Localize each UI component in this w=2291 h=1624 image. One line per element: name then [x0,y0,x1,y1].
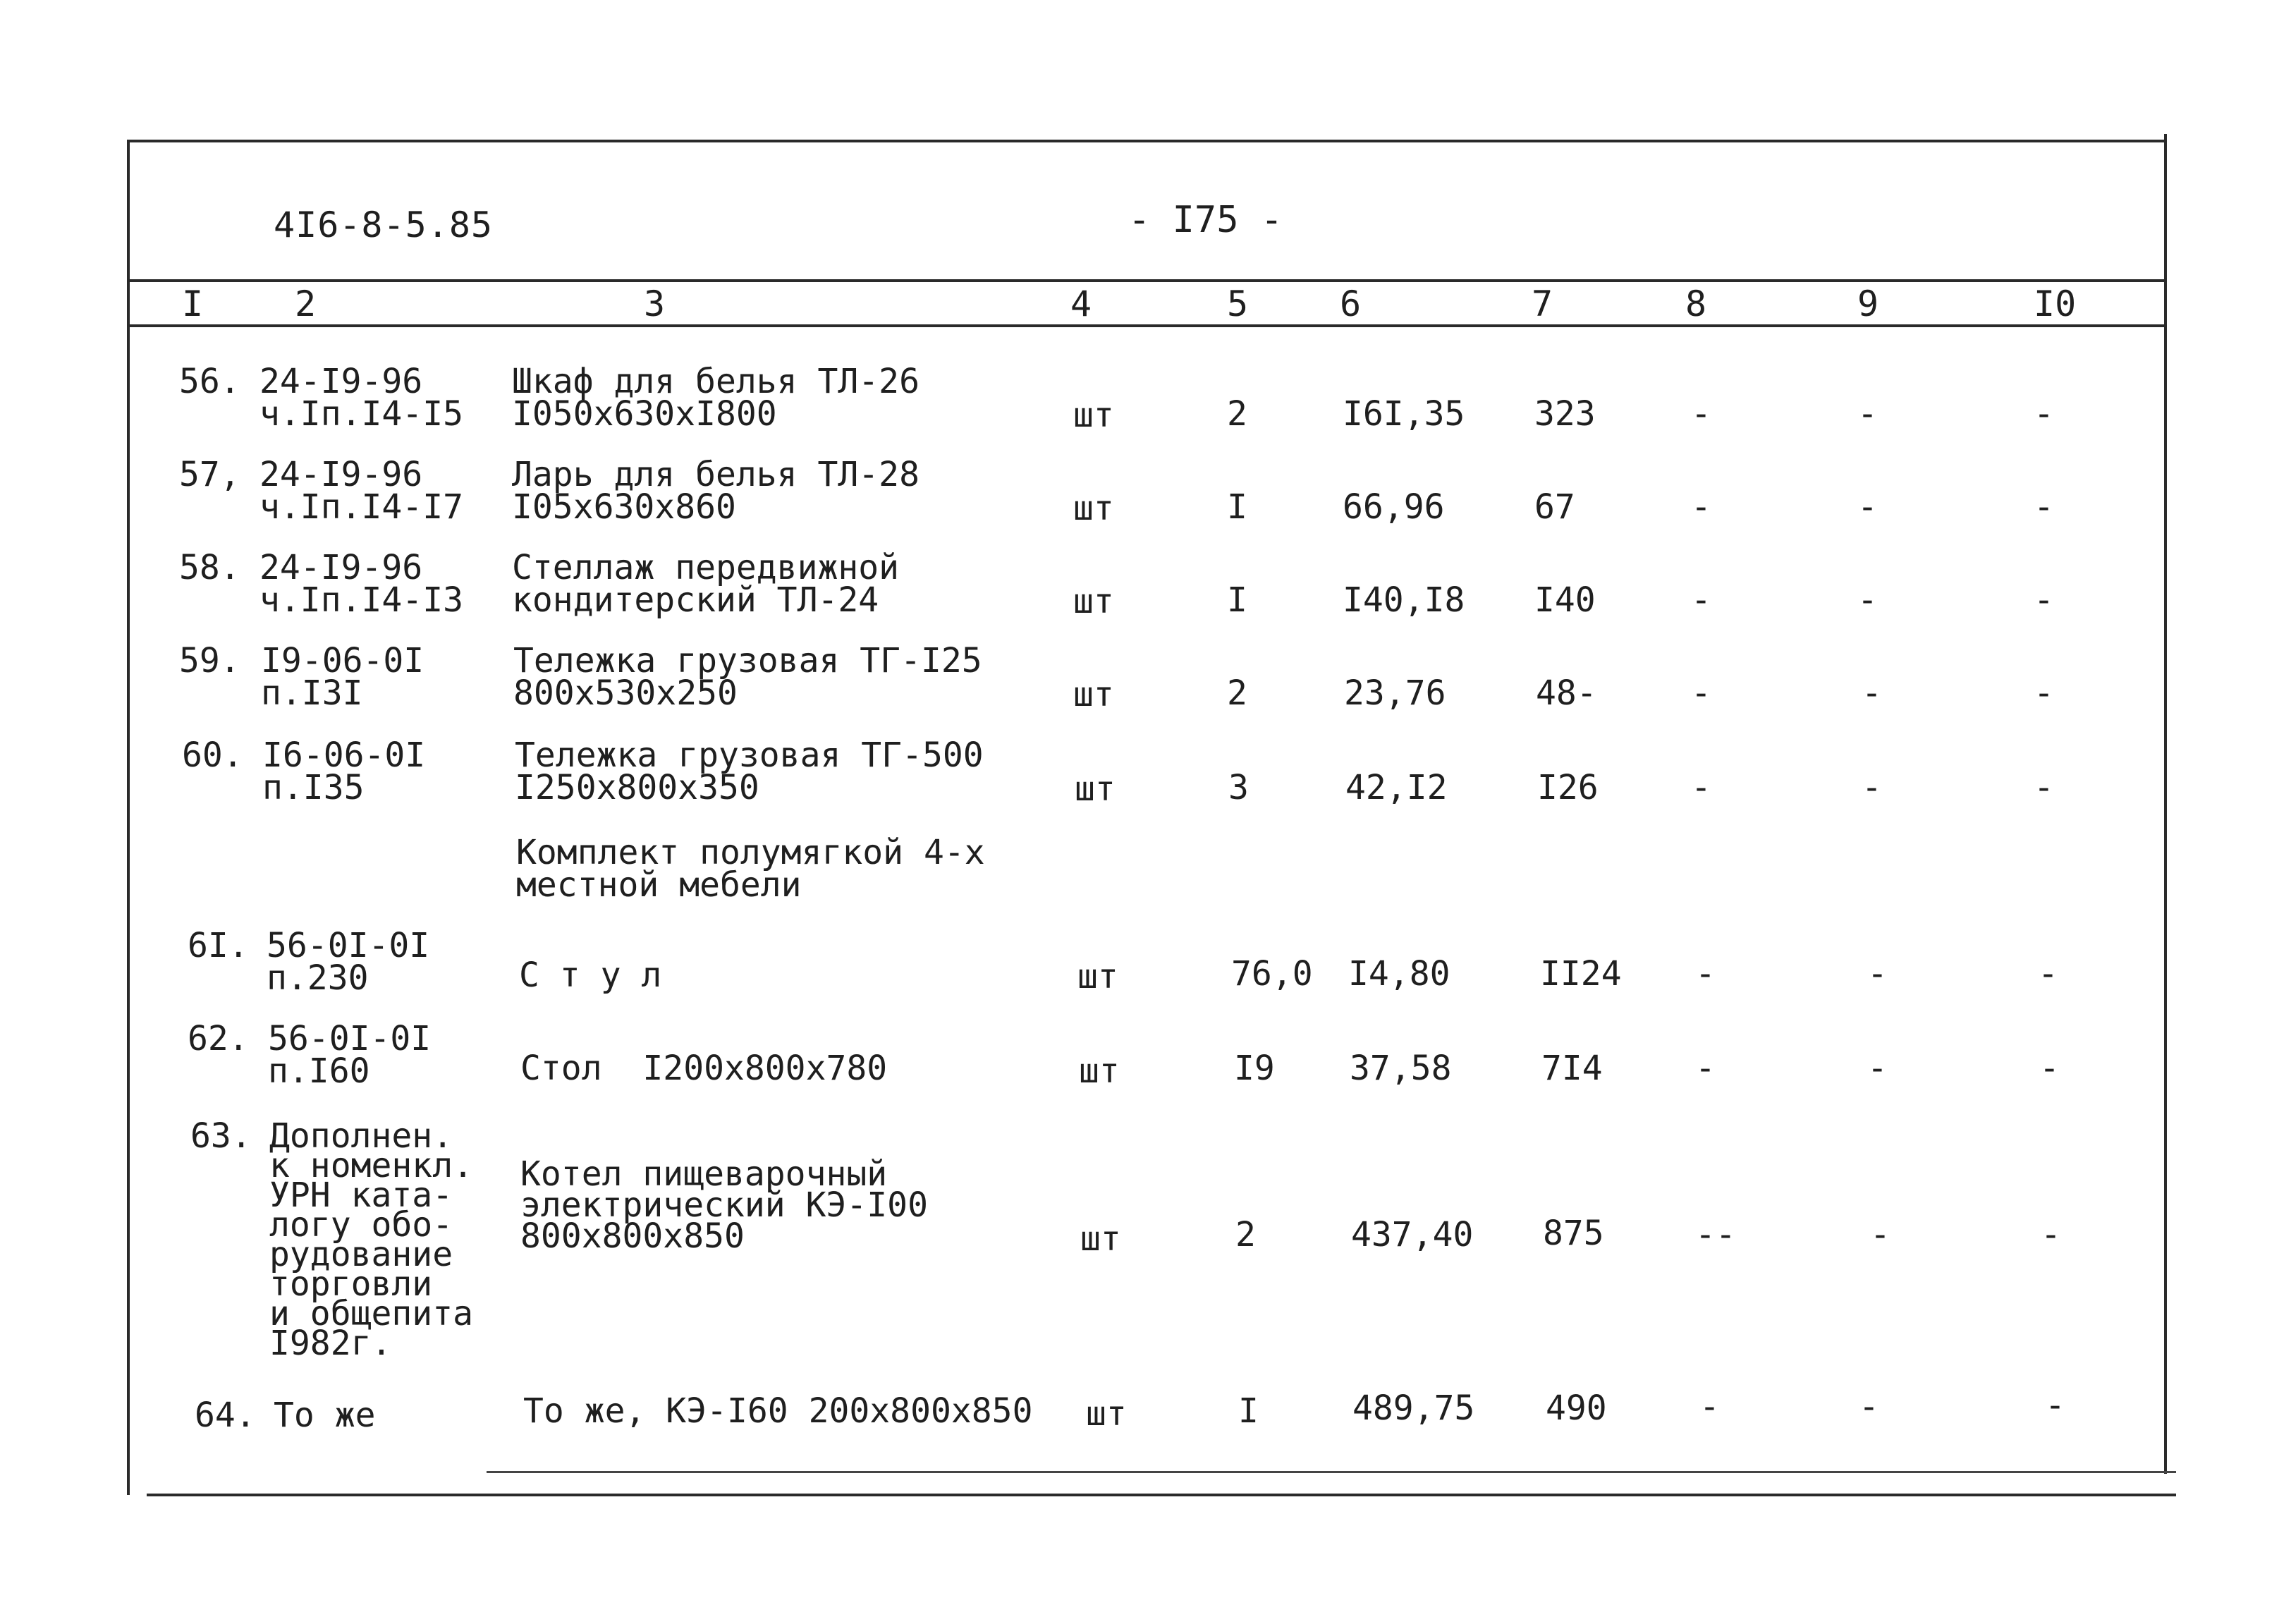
column-10-value: - [2034,394,2054,434]
column-9-value: - [1862,673,1882,713]
column-header-7: 7 [1532,283,1553,324]
column-header-9: 9 [1857,283,1879,324]
unit: шт [1073,675,1114,714]
column-9-value: - [1862,768,1882,807]
row-number: 62. [188,1019,249,1058]
reference-line-5: рудование [269,1235,453,1274]
item-name-line-1: Шкаф для белья ТЛ-26 [512,362,920,401]
row-number: 60. [182,735,243,775]
total: 67 [1534,487,1575,527]
item-name-line-2: электрический КЭ-I00 [520,1185,928,1225]
column-8-value: - [1691,580,1711,620]
item-name: С т у л [519,956,662,995]
unit-price: 37,58 [1350,1049,1452,1088]
column-8-value: - [1691,673,1711,713]
column-8-value: - [1695,954,1716,994]
column-header-8: 8 [1685,283,1707,324]
item-name-line-1: Ларь для белья ТЛ-28 [512,455,920,494]
unit-price: 66,96 [1343,487,1445,527]
group-heading-line-1: Комплект полумягкой 4-х [516,833,985,872]
table-border-left [127,140,130,1495]
reference-line-2: ч.Iп.I4-I3 [259,580,463,620]
unit: шт [1086,1394,1127,1434]
column-10-value: - [2045,1386,2065,1425]
reference-line-6: торговли [269,1264,433,1304]
unit: шт [1073,396,1114,435]
reference-line-1: 56-0I-0I [268,1019,432,1058]
item-name-line-3: 800х800х850 [520,1216,745,1256]
reference-line-2: п.I60 [268,1051,370,1091]
row-number: 58. [179,548,240,587]
quantity: 2 [1235,1215,1256,1254]
column-9-value: - [1867,1049,1888,1088]
total: 875 [1543,1214,1604,1253]
unit-price: I4,80 [1348,954,1450,994]
column-header-6: 6 [1340,283,1362,324]
column-10-value: - [2038,954,2058,994]
item-name: То же, КЭ-I60 200х800х850 [523,1391,1033,1431]
reference-line-1: Дополнен. [269,1116,453,1156]
unit-price: 437,40 [1351,1215,1474,1254]
column-9-value: - [1870,1215,1890,1254]
group-heading-line-2: местной мебели [516,865,802,905]
header-rule-top [127,279,2167,282]
total: 7I4 [1541,1049,1603,1088]
quantity: I [1238,1391,1259,1431]
column-10-value: - [2039,1049,2060,1088]
unit: шт [1073,489,1114,528]
reference-line-2: п.I35 [262,768,365,807]
total: II24 [1540,954,1622,994]
column-header-2: 2 [295,283,317,324]
item-name-line-1: Стеллаж передвижной [512,548,900,587]
reference-line-2: к номенкл. [269,1146,473,1185]
row-number: 6I. [188,926,249,965]
item-name: Стол I200х800х780 [520,1049,888,1088]
table-border-top [127,140,2167,142]
column-8-value: - [1691,487,1711,527]
unit-price: I40,I8 [1343,580,1465,620]
unit-price: 42,I2 [1345,768,1448,807]
column-9-value: - [1857,487,1878,527]
page-number: - I75 - [1128,199,1283,241]
quantity: 76,0 [1231,954,1313,994]
column-10-value: - [2034,580,2054,620]
column-8-value: - [1691,768,1711,807]
reference-line-3: УРН ката- [269,1176,453,1215]
column-8-value: - [1699,1387,1720,1427]
column-10-value: - [2041,1215,2061,1254]
column-9-value: - [1867,954,1888,994]
item-name-line-2: I05х630х860 [512,487,736,527]
unit-price: 489,75 [1352,1388,1475,1428]
column-8-value: - [1695,1049,1716,1088]
column-8-value: -- [1695,1215,1736,1254]
row-number: 56. [179,362,240,401]
total: I40 [1534,580,1596,620]
reference: То же [274,1396,376,1435]
unit-price: 23,76 [1344,673,1446,713]
column-9-value: - [1857,394,1878,434]
reference-line-7: и общепита [269,1294,473,1333]
item-name-line-2: I250х800х350 [515,768,759,807]
column-10-value: - [2034,673,2054,713]
column-header-1: I [182,283,204,324]
row-number: 64. [195,1396,256,1435]
table-border-right [2164,134,2167,1474]
quantity: 2 [1227,673,1247,713]
row-number: 63. [190,1116,252,1156]
unit: шт [1073,582,1114,621]
column-header-3: 3 [644,283,666,324]
row-number: 57, [179,455,240,494]
reference-line-2: п.230 [267,958,369,998]
quantity: I [1227,580,1247,620]
reference-line-2: п.I3I [261,673,363,713]
unit-price: I6I,35 [1343,394,1465,434]
table-inner-bottom-rule [487,1471,2176,1473]
reference-line-1: 56-0I-0I [267,926,430,965]
column-9-value: - [1859,1387,1879,1427]
item-name-line-1: Тележка грузовая ТГ-I25 [513,641,982,680]
total: I26 [1537,768,1599,807]
column-header-5: 5 [1227,283,1249,324]
total: 323 [1534,394,1596,434]
column-10-value: - [2034,487,2054,527]
item-name-line-2: кондитерский ТЛ-24 [512,580,879,620]
reference-line-1: I9-06-0I [261,641,424,680]
table-border-bottom [147,1494,2176,1496]
unit: шт [1079,1051,1120,1091]
item-name-line-1: Тележка грузовая ТГ-500 [515,735,984,775]
reference-line-8: I982г. [269,1324,392,1363]
quantity: 3 [1228,768,1249,807]
row-number: 59. [179,641,240,680]
reference-line-2: ч.Iп.I4-I5 [259,394,463,434]
reference-line-1: 24-I9-96 [259,455,423,494]
column-9-value: - [1857,580,1878,620]
column-8-value: - [1691,394,1711,434]
column-header-10: I0 [2034,283,2077,324]
total: 48- [1536,673,1597,713]
reference-line-4: логу обо- [269,1205,453,1245]
total: 490 [1546,1388,1607,1428]
document-code: 4I6-8-5.85 [274,204,494,245]
item-name-line-1: Котел пищеварочный [520,1154,888,1194]
quantity: I9 [1234,1049,1275,1088]
item-name-line-2: I050х630хI800 [512,394,777,434]
item-name-line-2: 800х530х250 [513,673,738,713]
column-10-value: - [2034,768,2054,807]
reference-line-2: ч.Iп.I4-I7 [259,487,463,527]
reference-line-1: 24-I9-96 [259,548,423,587]
quantity: 2 [1227,394,1247,434]
unit: шт [1077,957,1118,996]
quantity: I [1227,487,1247,527]
header-rule-bottom [127,324,2167,327]
reference-line-1: I6-06-0I [262,735,426,775]
unit: шт [1080,1219,1121,1259]
unit: шт [1075,769,1116,809]
reference-line-1: 24-I9-96 [259,362,423,401]
column-header-4: 4 [1070,283,1092,324]
